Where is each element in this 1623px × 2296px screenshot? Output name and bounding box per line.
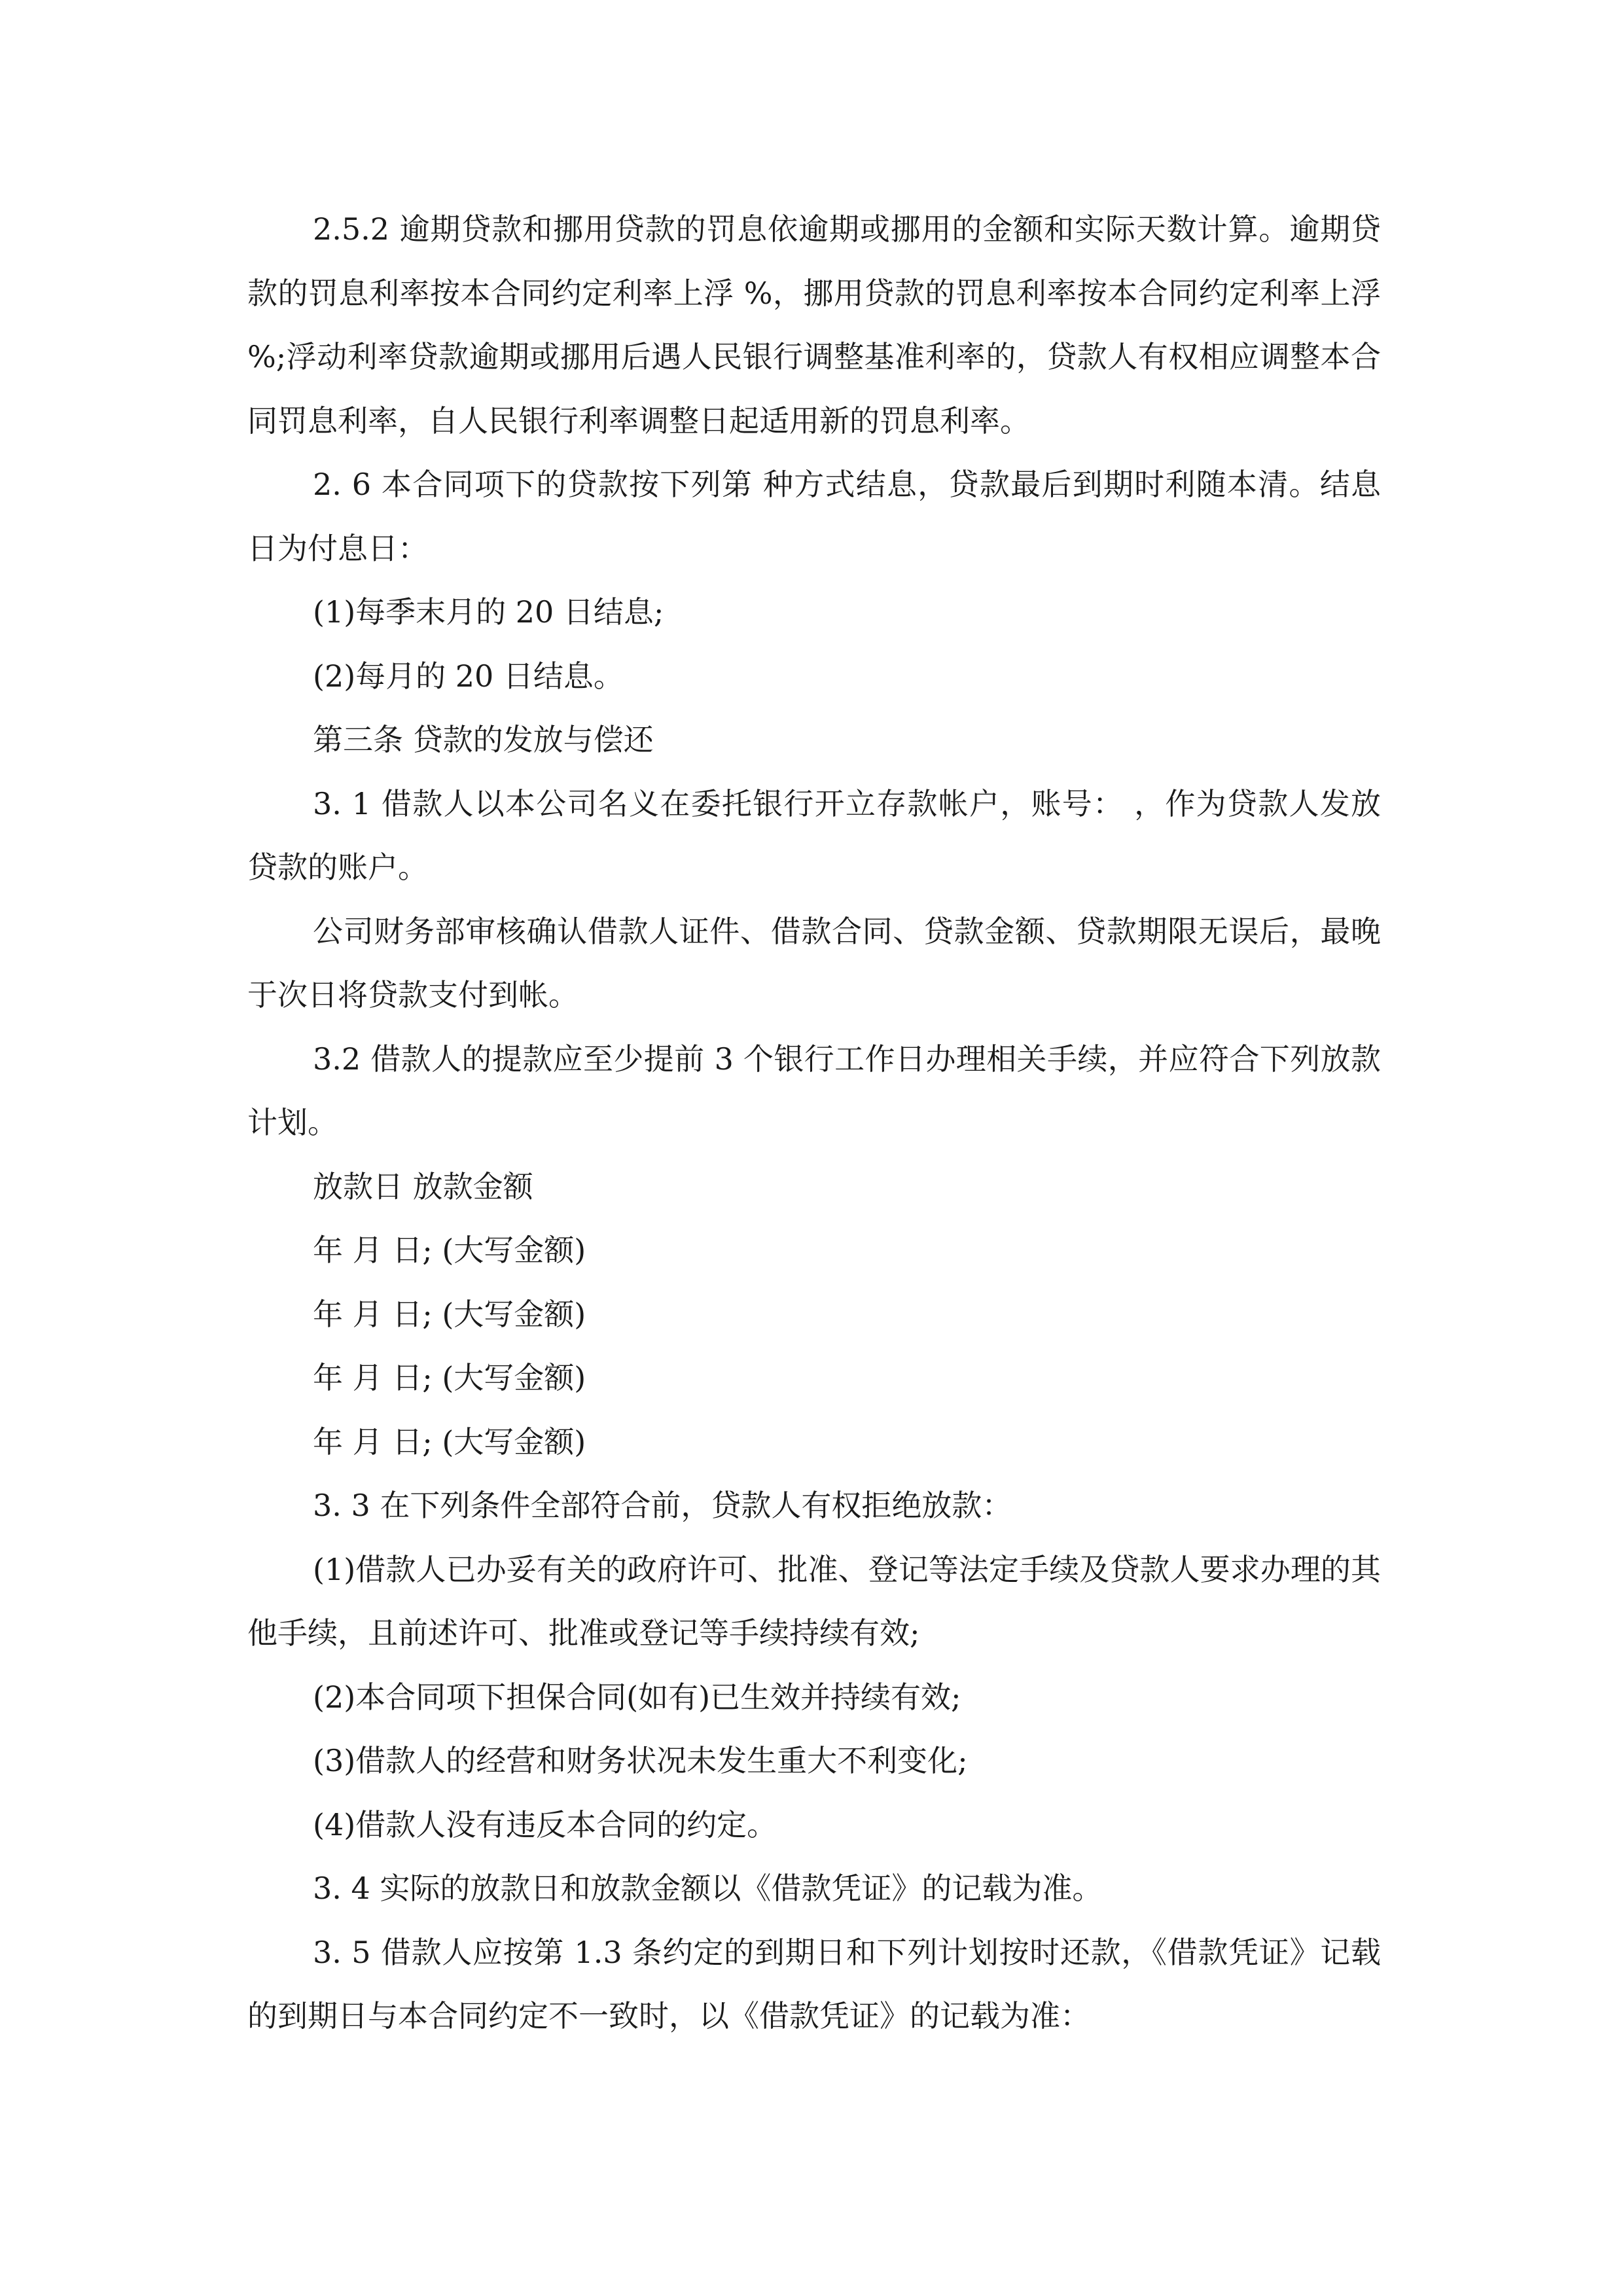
clause-2-5-2: 2.5.2 逾期贷款和挪用贷款的罚息依逾期或挪用的金额和实际天数计算。逾期贷款的罚息利率按本合同约定利率上浮 %，挪用贷款的罚息利率按本合同约定利率上浮 %;浮动利率贷款逾期或挪用后遇人民银行调整基准利率的，贷款人有权相应调整本合同罚息利率，自人民银行利率调整日起适用新的罚息利率。 (247, 211, 1391, 439)
disbursement-schedule-row: 年 月 日; (大写金额) (313, 1296, 586, 1332)
document-body (247, 198, 1391, 2049)
condition-1: (1)借款人已办妥有关的政府许可、批准、登记等法定手续及贷款人要求办理的其他手续，且前述许可、批准或登记等手续持续有效; (247, 1551, 1381, 1651)
disbursement-schedule-row: 年 月 日; (大写金额) (313, 1424, 586, 1460)
clause-3-1: 3. 1 借款人以本公司名义在委托银行开立存款帐户，账号： ，作为贷款人发放贷款的账户。 (247, 785, 1381, 885)
clause-3-3: 3. 3 在下列条件全部符合前，贷款人有权拒绝放款： (313, 1488, 1012, 1523)
condition-2: (2)本合同项下担保合同(如有)已生效并持续有效; (313, 1679, 961, 1715)
clause-3-5: 3. 5 借款人应按第 1.3 条约定的到期日和下列计划按时还款，《借款凭证》记载的到期日与本合同约定不一致时，以《借款凭证》的记载为准： (247, 1934, 1381, 2034)
interest-option-1: (1)每季末月的 20 日结息; (313, 594, 664, 630)
clause-3-4: 3. 4 实际的放款日和放款金额以《借款凭证》的记载为准。 (313, 1871, 1103, 1906)
article-3-heading: 第三条 贷款的发放与偿还 (313, 722, 654, 757)
disbursement-schedule-header: 放款日 放款金额 (313, 1168, 533, 1204)
condition-3: (3)借款人的经营和财务状况未发生重大不利变化; (313, 1743, 968, 1778)
condition-4: (4)借款人没有违反本合同的约定。 (313, 1806, 777, 1842)
clause-2-6: 2. 6 本合同项下的贷款按下列第 种方式结息，贷款最后到期时利随本清。结息日为付息日： (247, 467, 1381, 566)
interest-option-2: (2)每月的 20 日结息。 (313, 658, 624, 694)
finance-review-paragraph: 公司财务部审核确认借款人证件、借款合同、贷款金额、贷款期限无误后，最晚于次日将贷款支付到帐。 (247, 913, 1381, 1013)
disbursement-schedule-row: 年 月 日; (大写金额) (313, 1232, 586, 1268)
clause-3-2: 3.2 借款人的提款应至少提前 3 个银行工作日办理相关手续，并应符合下列放款计划。 (247, 1041, 1381, 1140)
disbursement-schedule-row: 年 月 日; (大写金额) (313, 1360, 586, 1395)
